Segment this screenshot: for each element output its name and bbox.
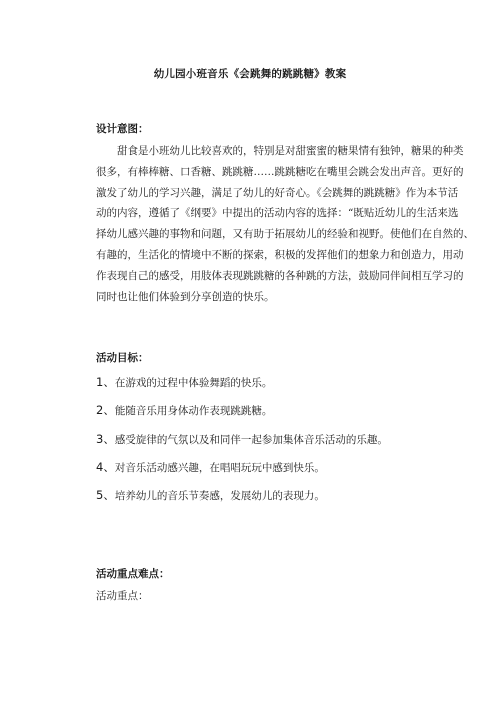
paragraph-line: 择幼儿感兴趣的事物和问题，又有助于拓展幼儿的经验和视野。使他们在自然的、 <box>96 228 474 241</box>
design-intent-paragraph <box>96 141 474 307</box>
paragraph-line: 激发了幼儿的学习兴趣，满足了幼儿的好奇心。《会跳舞的跳跳糖》作为本节活 <box>96 186 459 199</box>
goal-text: 对音乐活动感兴趣，在唱唱玩玩中感到快乐。 <box>114 461 325 474</box>
keypoints-heading: 活动重点难点： <box>96 568 170 580</box>
paragraph-line: 同时也让他们体验到分享创造的快乐。 <box>96 290 275 303</box>
paragraph-line: 有趣的，生活化的情境中不断的探索，积极的发挥他们的想象力和创造力，用动 <box>96 248 464 261</box>
goal-item <box>96 426 388 454</box>
paragraph-line: 很多，有棒棒糖、口香糖、跳跳糖……跳跳糖吃在嘴里会跳会发出声音。更好的 <box>96 165 464 178</box>
keypoints-subheading: 活动重点： <box>96 590 149 602</box>
goal-item <box>96 482 388 510</box>
paragraph-line: 动的内容，遵循了《纲要》中提出的活动内容的选择：“既贴近幼儿的生活来选 <box>96 207 459 220</box>
goal-text: 在游戏的过程中体验舞蹈的快乐。 <box>114 377 273 389</box>
goal-number: 2、 <box>96 403 115 418</box>
goal-text: 培养幼儿的音乐节奏感，发展幼儿的表现力。 <box>114 490 325 503</box>
goals-list <box>96 369 388 510</box>
goal-text: 能随音乐用身体动作表现跳跳糖。 <box>114 405 273 418</box>
goal-item <box>96 369 388 397</box>
goal-item <box>96 397 388 425</box>
goal-item <box>96 454 388 482</box>
goal-number: 5、 <box>96 488 115 503</box>
paragraph-line: 作表现自己的感受，用肢体表现跳跳糖的各种跳的方法，鼓励同伴间相互学习的 <box>96 269 464 282</box>
document-title: 幼儿园小班音乐《会跳舞的跳跳糖》教案 <box>153 68 347 80</box>
design-intent-heading: 设计意图： <box>96 123 149 135</box>
goal-number: 1、 <box>96 375 115 389</box>
goals-heading: 活动目标： <box>96 352 149 364</box>
goal-number: 3、 <box>96 431 115 446</box>
paragraph-line: 甜食是小班幼儿比较喜欢的，特别是对甜蜜蜜的糖果情有独钟，糖果的种类 <box>117 145 464 157</box>
goal-number: 4、 <box>96 459 115 474</box>
goal-text: 感受旋律的气氛以及和同伴一起参加集体音乐活动的乐趣。 <box>114 433 388 446</box>
